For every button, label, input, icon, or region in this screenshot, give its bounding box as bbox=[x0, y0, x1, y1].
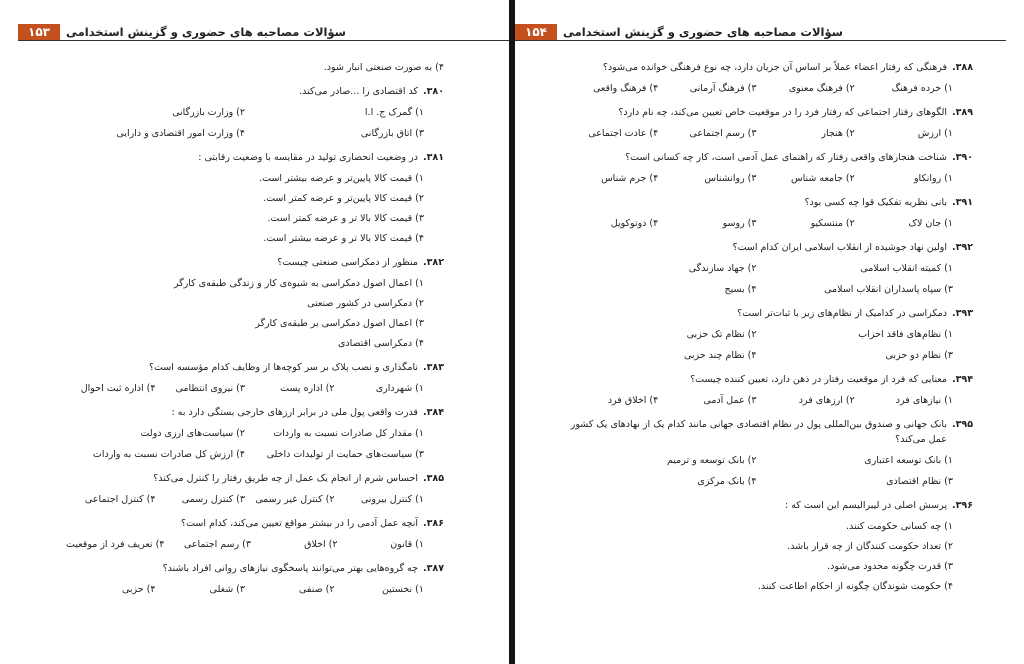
option: ۲) اداره پست bbox=[280, 383, 335, 394]
question-text: آنچه عمل آدمی را در بیشتر مواقع تعیین می‌کند، کدام است؟ bbox=[181, 518, 418, 529]
question-text: قدرت واقعی پول ملی در برابر ارزهای خارجی بستگی دارد به : bbox=[171, 407, 418, 418]
question-number: ۳۸۵. bbox=[422, 473, 444, 484]
question-394 bbox=[560, 372, 973, 408]
option: ۱) قانون bbox=[390, 539, 424, 550]
question-text: در وضعیت انحصاری تولید در مقایسه با وضعیت رقابتی : bbox=[198, 152, 418, 163]
question-number: ۳۹۶. bbox=[951, 500, 973, 511]
question-388 bbox=[560, 60, 973, 96]
option: ۲) کنترل غیر رسمی bbox=[255, 494, 335, 505]
option: ۱) روانکاو bbox=[913, 173, 953, 184]
question-text: بانک جهانی و صندوق بین‌المللی پول در نظام اقتصادی جهانی مانند کدام یک از نهادهای یک کشور عمل می‌کند؟ bbox=[570, 419, 947, 445]
question-text: منظور از دمکراسی صنعتی چیست؟ bbox=[277, 257, 418, 268]
option: ۲) جهاد سازندگی bbox=[688, 263, 757, 274]
question-text: دمکراسی در کدامیک از نظام‌های زیر با ثبات‌تر است؟ bbox=[737, 308, 947, 319]
option: ۳) قیمت کالا بالا تر و عرضه کمتر است. bbox=[267, 213, 424, 224]
option: ۴) وزارت امور اقتصادی و دارایی bbox=[116, 128, 245, 139]
option: ۱) کمیته انقلاب اسلامی bbox=[860, 263, 953, 274]
question-number: ۳۹۲. bbox=[951, 242, 973, 253]
option: ۴) جرم شناس bbox=[601, 173, 659, 184]
option: ۳) کنترل رسمی bbox=[181, 494, 245, 505]
question-number: ۳۸۱. bbox=[422, 152, 444, 163]
question-387 bbox=[66, 561, 444, 597]
option: ۲) فرهنگ معنوی bbox=[788, 83, 855, 94]
option: ۴) بانک مرکزی bbox=[697, 476, 757, 487]
question-text: معنایی که فرد از موقعیت رفتار در ذهن دارد، تعیین کننده چیست؟ bbox=[690, 374, 947, 385]
page-154 bbox=[515, 0, 1024, 664]
option: ۴) به صورت صنعتی انبار شود. bbox=[323, 62, 444, 73]
question-384 bbox=[66, 405, 444, 462]
option: ۱) قیمت کالا پایین‌تر و عرضه بیشتر است. bbox=[259, 173, 424, 184]
option: ۲) ارزهای فرد bbox=[798, 395, 855, 406]
option: ۱) چه کسانی حکومت کنند. bbox=[845, 521, 953, 532]
option: ۴) اداره ثبت احوال bbox=[80, 383, 156, 394]
option: ۲) اخلاق bbox=[304, 539, 338, 550]
running-title: سؤالات مصاحبه های حضوری و گزینش استخدامی bbox=[563, 25, 843, 39]
option: ۱) اعمال اصول دمکراسی به شیوه‌ی کار و زندگی طبقه‌ی کارگر bbox=[173, 278, 424, 289]
question-386 bbox=[66, 516, 444, 552]
option: ۱) شهرداری bbox=[375, 383, 424, 394]
page-number: ۱۵۳ bbox=[18, 24, 60, 40]
page-header bbox=[515, 20, 1006, 42]
option: ۴) اخلاق فرد bbox=[607, 395, 659, 406]
question-text: شناخت هنجارهای واقعی رفتار که راهنمای عمل آدمی است، کار چه کسانی است؟ bbox=[625, 152, 947, 163]
question-number: ۳۹۰. bbox=[951, 152, 973, 163]
question-number: ۳۹۵. bbox=[951, 419, 973, 430]
question-395 bbox=[560, 417, 973, 489]
option: ۲) هنجار bbox=[821, 128, 855, 139]
page-number: ۱۵۴ bbox=[515, 24, 557, 40]
option: ۴) قیمت کالا بالا تر و عرضه بیشتر است. bbox=[263, 233, 424, 244]
option: ۳) قدرت چگونه محدود می‌شود. bbox=[827, 561, 953, 572]
option: ۲) منتسکیو bbox=[810, 218, 855, 229]
question-text: اولین نهاد جوشیده از انقلاب اسلامی ایران کدام است؟ bbox=[732, 242, 947, 253]
page-content bbox=[560, 60, 973, 603]
option: ۴) دمکراسی اقتصادی bbox=[337, 338, 424, 349]
question-text: کد اقتصادی را ...صادر می‌کند. bbox=[299, 86, 418, 97]
question-382 bbox=[66, 255, 444, 351]
option: ۱) ارزش bbox=[917, 128, 953, 139]
question-389 bbox=[560, 105, 973, 141]
continued-option bbox=[66, 60, 444, 75]
page-153 bbox=[0, 0, 509, 664]
header-rule bbox=[515, 40, 1006, 41]
question-text: نامگذاری و نصب پلاک بر سر کوچه‌ها از وظایف کدام مؤسسه است؟ bbox=[148, 362, 418, 373]
option: ۴) فرهنگ واقعی bbox=[592, 83, 659, 94]
option: ۱) جان لاک bbox=[908, 218, 953, 229]
option: ۲) جامعه شناس bbox=[791, 173, 855, 184]
option: ۳) روانشناس bbox=[704, 173, 757, 184]
running-title: سؤالات مصاحبه های حضوری و گزینش استخدامی bbox=[66, 25, 346, 39]
option: ۴) نظام چند حزبی bbox=[684, 350, 757, 361]
question-text: چه گروه‌هایی بهتر می‌توانند پاسخگوی نیازهای روانی افراد باشند؟ bbox=[162, 563, 418, 574]
option: ۲) سیاست‌های ارزی دولت bbox=[140, 428, 245, 439]
option: ۲) نظام تک حزبی bbox=[686, 329, 757, 340]
question-392 bbox=[560, 240, 973, 297]
question-number: ۳۹۴. bbox=[951, 374, 973, 385]
question-number: ۳۸۲. bbox=[422, 257, 444, 268]
question-383 bbox=[66, 360, 444, 396]
option: ۲) دمکراسی در کشور صنعتی bbox=[307, 298, 424, 309]
option: ۳) رسم اجتماعی bbox=[689, 128, 757, 139]
option: ۱) بانک توسعه اعتباری bbox=[864, 455, 953, 466]
option: ۲) تعداد حکومت کنندگان از چه قرار باشد. bbox=[787, 541, 953, 552]
option: ۴) ارزش کل صادرات نسبت به واردات bbox=[92, 449, 245, 460]
question-number: ۳۹۳. bbox=[951, 308, 973, 319]
question-number: ۳۸۸. bbox=[951, 62, 973, 73]
option: ۱) مقدار کل صادرات نسبت به واردات bbox=[273, 428, 424, 439]
option: ۴) کنترل اجتماعی bbox=[84, 494, 156, 505]
option: ۱) خرده فرهنگ bbox=[891, 83, 953, 94]
question-number: ۳۸۷. bbox=[422, 563, 444, 574]
option: ۱) کنترل بیرونی bbox=[360, 494, 424, 505]
option: ۴) دوتوکویل bbox=[610, 218, 659, 229]
header-rule bbox=[18, 40, 509, 41]
option: ۲) قیمت کالا پایین‌تر و عرضه کمتر است. bbox=[263, 193, 424, 204]
option: ۴) حکومت شوندگان چگونه از احکام اطاعت کنند. bbox=[757, 581, 953, 592]
option: ۳) سپاه پاسداران انقلاب اسلامی bbox=[824, 284, 953, 295]
question-text: بانی نظریه تفکیک قوا چه کسی بود؟ bbox=[804, 197, 947, 208]
option: ۱) نیازهای فرد bbox=[895, 395, 953, 406]
option: ۳) عمل آدمی bbox=[703, 395, 757, 406]
question-number: ۳۸۳. bbox=[422, 362, 444, 373]
option: ۲) بانک توسعه و ترمیم bbox=[666, 455, 757, 466]
option: ۴) تعریف فرد از موقعیت bbox=[66, 539, 165, 550]
question-385 bbox=[66, 471, 444, 507]
question-396 bbox=[560, 498, 973, 594]
option: ۳) اعمال اصول دمکراسی بر طبقه‌ی کارگر bbox=[255, 318, 424, 329]
option: ۲) وزارت بازرگانی bbox=[172, 107, 245, 118]
option: ۱) گمرک ج. ا.ا bbox=[364, 107, 424, 118]
question-number: ۳۸۹. bbox=[951, 107, 973, 118]
question-text: الگوهای رفتار اجتماعی که رفتار فرد را در موقعیت خاص تعیین می‌کند، چه نام دارد؟ bbox=[618, 107, 947, 118]
question-number: ۳۸۶. bbox=[422, 518, 444, 529]
option: ۳) سیاست‌های حمایت از تولیدات داخلی bbox=[266, 449, 424, 460]
option: ۳) فرهنگ آرمانی bbox=[689, 83, 757, 94]
option: ۳) روسو bbox=[722, 218, 757, 229]
option: ۳) رسم اجتماعی bbox=[183, 539, 251, 550]
page-header bbox=[18, 20, 509, 42]
question-391 bbox=[560, 195, 973, 231]
option: ۴) عادت اجتماعی bbox=[588, 128, 659, 139]
question-381 bbox=[66, 150, 444, 246]
question-text: فرهنگی که رفتار اعضاء عملاً بر اساس آن جریان دارد، چه نوع فرهنگی خوانده می‌شود؟ bbox=[602, 62, 947, 73]
option: ۳) اتاق بازرگانی bbox=[360, 128, 424, 139]
question-number: ۳۹۱. bbox=[951, 197, 973, 208]
option: ۱) نظام‌های فاقد احزاب bbox=[858, 329, 953, 340]
option: ۳) شغلی bbox=[209, 584, 245, 595]
question-text: پرسش اصلی در لیبرالیسم این است که : bbox=[784, 500, 947, 511]
option: ۲) صنفی bbox=[299, 584, 335, 595]
page-content bbox=[66, 60, 444, 606]
question-390 bbox=[560, 150, 973, 186]
question-393 bbox=[560, 306, 973, 363]
option: ۳) نظام دو حزبی bbox=[885, 350, 953, 361]
option: ۴) بسیج bbox=[724, 284, 757, 295]
option: ۴) حزبی bbox=[121, 584, 156, 595]
option: ۳) نظام اقتصادی bbox=[886, 476, 953, 487]
question-380 bbox=[66, 84, 444, 141]
question-text: احساس شرم از انجام یک عمل از چه طریق رفتار را کنترل می‌کند؟ bbox=[153, 473, 418, 484]
option: ۳) نیروی انتظامی bbox=[175, 383, 245, 394]
question-number: ۳۸۰. bbox=[422, 86, 444, 97]
question-number: ۳۸۴. bbox=[422, 407, 444, 418]
option: ۱) نخستین bbox=[381, 584, 424, 595]
